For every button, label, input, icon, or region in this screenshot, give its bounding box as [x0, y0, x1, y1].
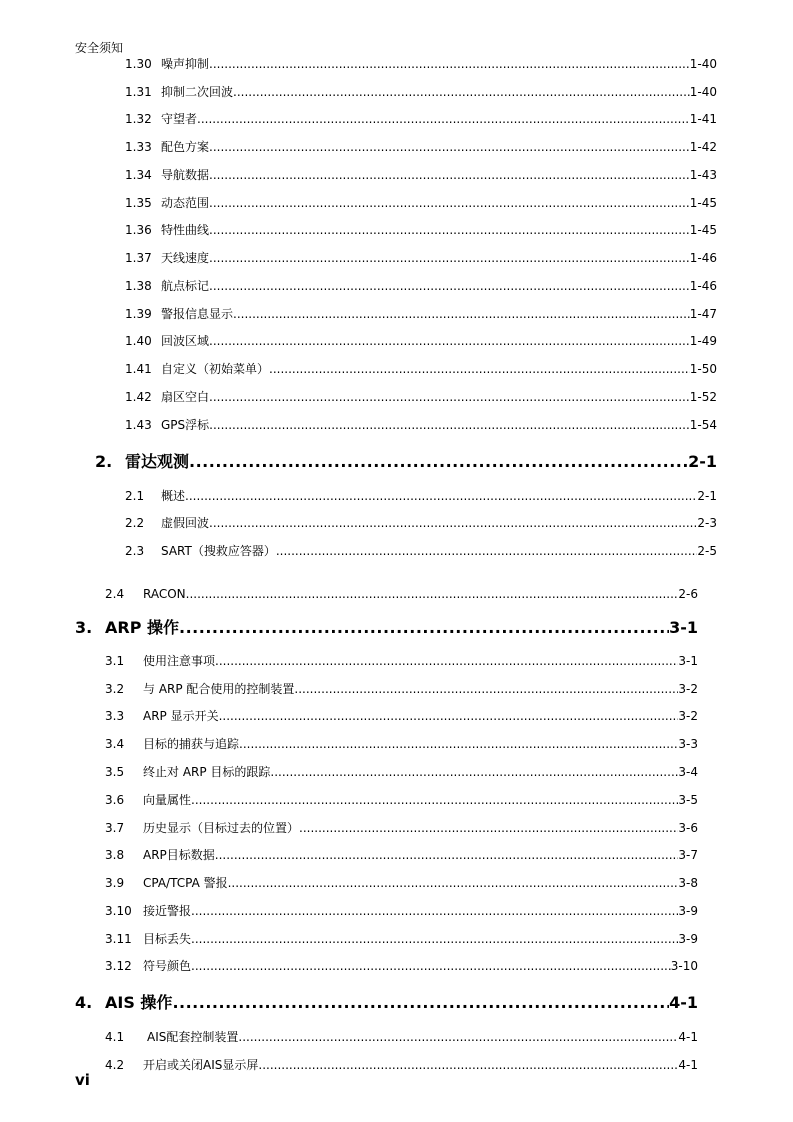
toc-entry[interactable]	[125, 417, 717, 433]
toc-page: 3-4	[678, 765, 698, 779]
toc-title: 扇区空白	[161, 390, 210, 404]
toc-number: 1.32	[125, 112, 152, 126]
toc-leader	[233, 306, 690, 322]
toc-chapter[interactable]	[75, 617, 698, 639]
toc-title: ARP目标数据	[143, 848, 215, 862]
toc-leader	[209, 167, 690, 183]
toc-leader	[270, 764, 678, 780]
toc-title: 警报信息显示	[161, 307, 234, 321]
toc-page: 1-46	[689, 251, 717, 265]
toc-number: 4.2	[105, 1058, 125, 1072]
toc-title: 与 ARP 配合使用的控制装置	[143, 682, 295, 696]
toc-page: 3-1	[678, 654, 698, 668]
toc-page: 3-2	[678, 682, 698, 696]
toc-number: 4.	[75, 993, 93, 1012]
toc-entry[interactable]	[105, 1029, 698, 1045]
toc-entry[interactable]	[125, 515, 717, 531]
toc-page: 1-43	[689, 168, 717, 182]
toc-title: 开启或关闭AIS显示屏	[143, 1058, 259, 1072]
toc-number: 2.1	[125, 489, 145, 503]
toc-title: 航点标记	[161, 279, 210, 293]
toc-leader	[209, 515, 697, 531]
toc-page: 3-10	[670, 959, 698, 973]
toc-entry[interactable]	[105, 820, 698, 836]
toc-leader	[233, 84, 690, 100]
toc-number: 1.36	[125, 223, 152, 237]
toc-leader	[215, 653, 678, 669]
toc-number: 3.1	[105, 654, 125, 668]
toc-number: 1.42	[125, 390, 152, 404]
toc-entry[interactable]	[125, 250, 717, 266]
toc-page: 3-3	[678, 737, 698, 751]
toc-title: 目标的捕获与追踪	[143, 737, 240, 751]
toc-number: 3.	[75, 618, 93, 637]
toc-entry[interactable]	[125, 389, 717, 405]
toc-number: 2.	[95, 452, 113, 471]
toc-title: 雷达观测	[125, 452, 190, 471]
toc-page: 1-41	[689, 112, 717, 126]
toc-title: 终止对 ARP 目标的跟踪	[143, 765, 271, 779]
toc-leader	[209, 56, 690, 72]
page-header: 安全须知	[75, 41, 124, 55]
toc-page: 1-52	[689, 390, 717, 404]
toc-title: 概述	[161, 489, 186, 503]
toc-leader	[191, 931, 678, 947]
toc-entry[interactable]	[125, 306, 717, 322]
toc-page: 1-42	[689, 140, 717, 154]
toc-page: 1-40	[689, 57, 717, 71]
toc-number: 1.41	[125, 362, 152, 376]
toc-entry[interactable]	[125, 84, 717, 100]
toc-page: 4-1	[669, 993, 698, 1012]
toc-number: 1.35	[125, 196, 152, 210]
toc-leader	[239, 736, 678, 752]
toc-number: 2.4	[105, 587, 125, 601]
toc-leader	[209, 417, 690, 433]
toc-entry[interactable]	[105, 708, 698, 724]
toc-entry[interactable]	[105, 792, 698, 808]
toc-leader	[186, 586, 679, 602]
toc-leader	[189, 451, 688, 473]
toc-page: 3-2	[678, 709, 698, 723]
toc-leader	[197, 111, 690, 127]
toc-page: 1-45	[689, 196, 717, 210]
toc-title: 使用注意事项	[143, 654, 216, 668]
toc-entry[interactable]	[125, 361, 717, 377]
toc-page: 2-1	[697, 489, 717, 503]
toc-title: 虚假回波	[161, 516, 210, 530]
toc-number: 4.1	[105, 1030, 125, 1044]
toc-page: 2-5	[697, 544, 717, 558]
toc-entry[interactable]	[125, 488, 717, 504]
toc-leader	[276, 543, 698, 559]
toc-entry[interactable]	[125, 333, 717, 349]
toc-chapter[interactable]	[75, 992, 698, 1014]
toc-title: 回波区域	[161, 334, 210, 348]
toc-entry[interactable]	[105, 586, 698, 602]
toc-number: 3.4	[105, 737, 125, 751]
toc-page: 1-49	[689, 334, 717, 348]
toc-leader	[191, 958, 671, 974]
toc-title: 接近警报	[143, 904, 192, 918]
toc-number: 3.9	[105, 876, 125, 890]
toc-leader	[191, 792, 678, 808]
toc-page: 1-45	[689, 223, 717, 237]
toc-leader	[238, 1029, 678, 1045]
toc-entry[interactable]	[125, 56, 717, 72]
toc-entry[interactable]	[105, 653, 698, 669]
toc-page: 4-1	[678, 1058, 698, 1072]
toc-entry[interactable]	[105, 931, 698, 947]
toc-title: 噪声抑制	[161, 57, 210, 71]
toc-page: 2-1	[688, 452, 717, 471]
toc-title: RACON	[143, 587, 186, 601]
toc-title: 特性曲线	[161, 223, 210, 237]
toc-number: 1.30	[125, 57, 152, 71]
toc-title: 守望者	[161, 112, 198, 126]
toc-leader	[172, 992, 669, 1014]
toc-entry[interactable]	[105, 958, 698, 974]
toc-title: 目标丢失	[143, 932, 192, 946]
toc-leader	[209, 222, 690, 238]
toc-entry[interactable]	[125, 139, 717, 155]
toc-entry[interactable]	[105, 1057, 698, 1073]
toc-leader	[209, 195, 690, 211]
toc-number: 3.3	[105, 709, 125, 723]
toc-number: 2.3	[125, 544, 145, 558]
toc-entry[interactable]	[125, 111, 717, 127]
toc-number: 1.43	[125, 418, 152, 432]
toc-leader	[179, 617, 669, 639]
toc-title: ARP 操作	[105, 618, 180, 637]
toc-number: 1.37	[125, 251, 152, 265]
toc-leader	[219, 708, 679, 724]
toc-leader	[191, 903, 678, 919]
toc-title: 天线速度	[161, 251, 210, 265]
toc-title: 动态范围	[161, 196, 210, 210]
toc-leader	[269, 361, 690, 377]
toc-page: 4-1	[678, 1030, 698, 1044]
toc-title: AIS配套控制装置	[147, 1030, 239, 1044]
toc-entry[interactable]	[105, 764, 698, 780]
toc-entry[interactable]	[105, 903, 698, 919]
toc-entry[interactable]	[125, 543, 717, 559]
toc-page: 3-8	[678, 876, 698, 890]
toc-title: SART（搜救应答器）	[161, 544, 276, 558]
toc-page: 3-9	[678, 932, 698, 946]
toc-title: 向量属性	[143, 793, 192, 807]
toc-number: 2.2	[125, 516, 145, 530]
toc-leader	[209, 250, 690, 266]
toc-entry[interactable]	[125, 222, 717, 238]
toc-number: 1.39	[125, 307, 152, 321]
toc-title: ARP 显示开关	[143, 709, 219, 723]
toc-page: 1-46	[689, 279, 717, 293]
toc-chapter[interactable]	[95, 451, 717, 473]
toc-number: 1.40	[125, 334, 152, 348]
toc-leader	[299, 820, 678, 836]
toc-number: 3.11	[105, 932, 132, 946]
toc-number: 3.8	[105, 848, 125, 862]
toc-number: 3.5	[105, 765, 125, 779]
toc-page: 2-6	[678, 587, 698, 601]
toc-page: 3-7	[678, 848, 698, 862]
page-number: vi	[75, 1071, 90, 1089]
toc-page: 3-5	[678, 793, 698, 807]
toc-page: 3-9	[678, 904, 698, 918]
toc-entry[interactable]	[105, 681, 698, 697]
toc-number: 1.38	[125, 279, 152, 293]
toc-number: 3.7	[105, 821, 125, 835]
toc-leader	[228, 875, 679, 891]
toc-leader	[209, 278, 690, 294]
toc-entry[interactable]	[125, 278, 717, 294]
toc-entry[interactable]	[105, 875, 698, 891]
toc-number: 3.12	[105, 959, 132, 973]
toc-title: AIS 操作	[105, 993, 173, 1012]
toc-number: 1.33	[125, 140, 152, 154]
toc-leader	[185, 488, 697, 504]
toc-entry[interactable]	[105, 847, 698, 863]
toc-title: 配色方案	[161, 140, 210, 154]
toc-number: 1.34	[125, 168, 152, 182]
toc-title: 自定义（初始菜单）	[161, 362, 270, 376]
toc-leader	[209, 139, 690, 155]
toc-leader	[209, 333, 690, 349]
toc-title: GPS浮标	[161, 418, 210, 432]
toc-number: 3.10	[105, 904, 132, 918]
toc-page: 2-3	[697, 516, 717, 530]
toc-page: 1-50	[689, 362, 717, 376]
toc-page: 1-47	[689, 307, 717, 321]
toc-page: 1-40	[689, 85, 717, 99]
toc-leader	[294, 681, 678, 697]
toc-title: 抑制二次回波	[161, 85, 234, 99]
toc-number: 3.6	[105, 793, 125, 807]
toc-page: 3-1	[669, 618, 698, 637]
toc-entry[interactable]	[125, 195, 717, 211]
toc-leader	[258, 1057, 678, 1073]
toc-entry[interactable]	[105, 736, 698, 752]
toc-title: 历史显示（目标过去的位置）	[143, 821, 300, 835]
toc-entry[interactable]	[125, 167, 717, 183]
toc-number: 3.2	[105, 682, 125, 696]
toc-leader	[209, 389, 690, 405]
toc-page: 1-54	[689, 418, 717, 432]
toc-title: 符号颜色	[143, 959, 192, 973]
toc-title: CPA/TCPA 警报	[143, 876, 228, 890]
toc-title: 导航数据	[161, 168, 210, 182]
toc-page: 3-6	[678, 821, 698, 835]
toc-number: 1.31	[125, 85, 152, 99]
toc-leader	[215, 847, 679, 863]
